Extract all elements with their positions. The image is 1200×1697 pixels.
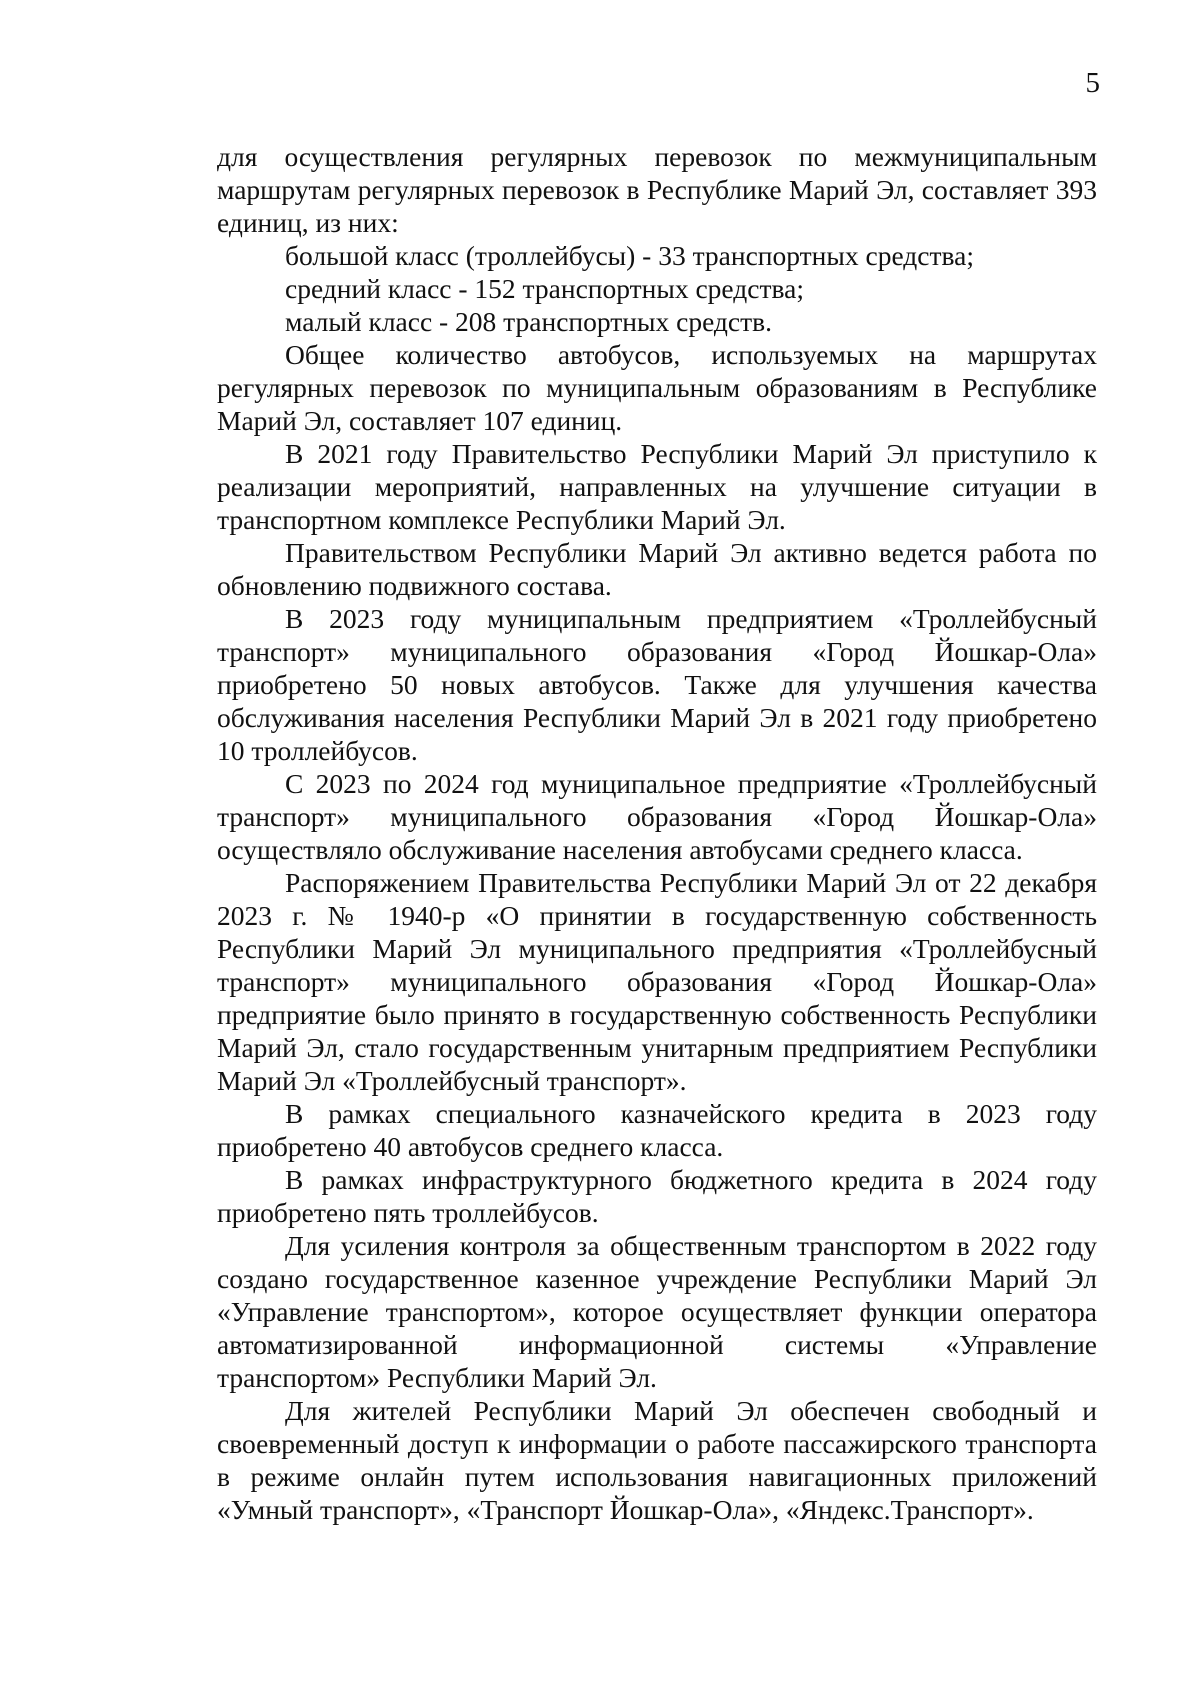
paragraph-government-2021: В 2021 году Правительство Республики Марий Эл приступило к реализации мероприятий, направленных на улучшение ситуации в транспортном комплексе Республики Марий Эл. (217, 438, 1097, 535)
page-number: 5 (1085, 67, 1100, 99)
list-item-large-class: большой класс (троллейбусы) - 33 транспортных средства; (285, 240, 974, 271)
list-item-small-class: малый класс - 208 транспортных средств. (285, 306, 772, 337)
paragraph-service-2023-2024: С 2023 по 2024 год муниципальное предприятие «Троллейбусный транспорт» муниципального образования «Город Йошкар-Ола» осуществляло обслуживание населения автобусами среднего класса. (217, 768, 1097, 865)
paragraph-purchase-2023: В 2023 году муниципальным предприятием «Троллейбусный транспорт» муниципального образования «Город Йошкар-Ола» приобретено 50 новых автобусов. Также для улучшения качества обслуживания населения Республики Марий Эл в 2021 году приобретено 10 троллейбусов. (217, 603, 1097, 766)
paragraph-bus-count: Общее количество автобусов, используемых на маршрутах регулярных перевозок по муниципальным образованиям в Республике Марий Эл, составляет 107 единиц. (217, 339, 1097, 436)
paragraph-treasury-credit: В рамках специального казначейского кредита в 2023 году приобретено 40 автобусов среднего класса. (217, 1098, 1097, 1162)
paragraph-transport-control: Для усиления контроля за общественным транспортом в 2022 году создано государственное казенное учреждение Республики Марий Эл «Управление транспортом», которое осуществляет функции оператора автоматизированной информационной системы «Управление транспортом» Республики Марий Эл. (217, 1230, 1097, 1393)
document-body (217, 140, 1097, 1526)
paragraph-fleet-renewal: Правительством Республики Марий Эл активно ведется работа по обновлению подвижного состава. (217, 537, 1097, 601)
paragraph-decree: Распоряжением Правительства Республики Марий Эл от 22 декабря 2023 г. № 1940-р «О принятии в государственную собственность Республики Марий Эл муниципального предприятия «Троллейбусный транспорт» муниципального образования «Город Йошкар-Ола» предприятие было принято в государственную собственность Республики Марий Эл, стало государственным унитарным предприятием Республики Марий Эл «Троллейбусный транспорт». (217, 867, 1097, 1096)
paragraph-continuation: для осуществления регулярных перевозок по межмуниципальным маршрутам регулярных перевозок в Республике Марий Эл, составляет 393 единиц, из них: (217, 141, 1097, 238)
paragraph-online-access: Для жителей Республики Марий Эл обеспечен свободный и своевременный доступ к информации о работе пассажирского транспорта в режиме онлайн путем использования навигационных приложений «Умный транспорт», «Транспорт Йошкар-Ола», «Яндекс.Транспорт». (217, 1395, 1097, 1525)
paragraph-infrastructure-credit: В рамках инфраструктурного бюджетного кредита в 2024 году приобретено пять троллейбусов. (217, 1164, 1097, 1228)
list-item-medium-class: средний класс - 152 транспортных средства; (285, 273, 804, 304)
